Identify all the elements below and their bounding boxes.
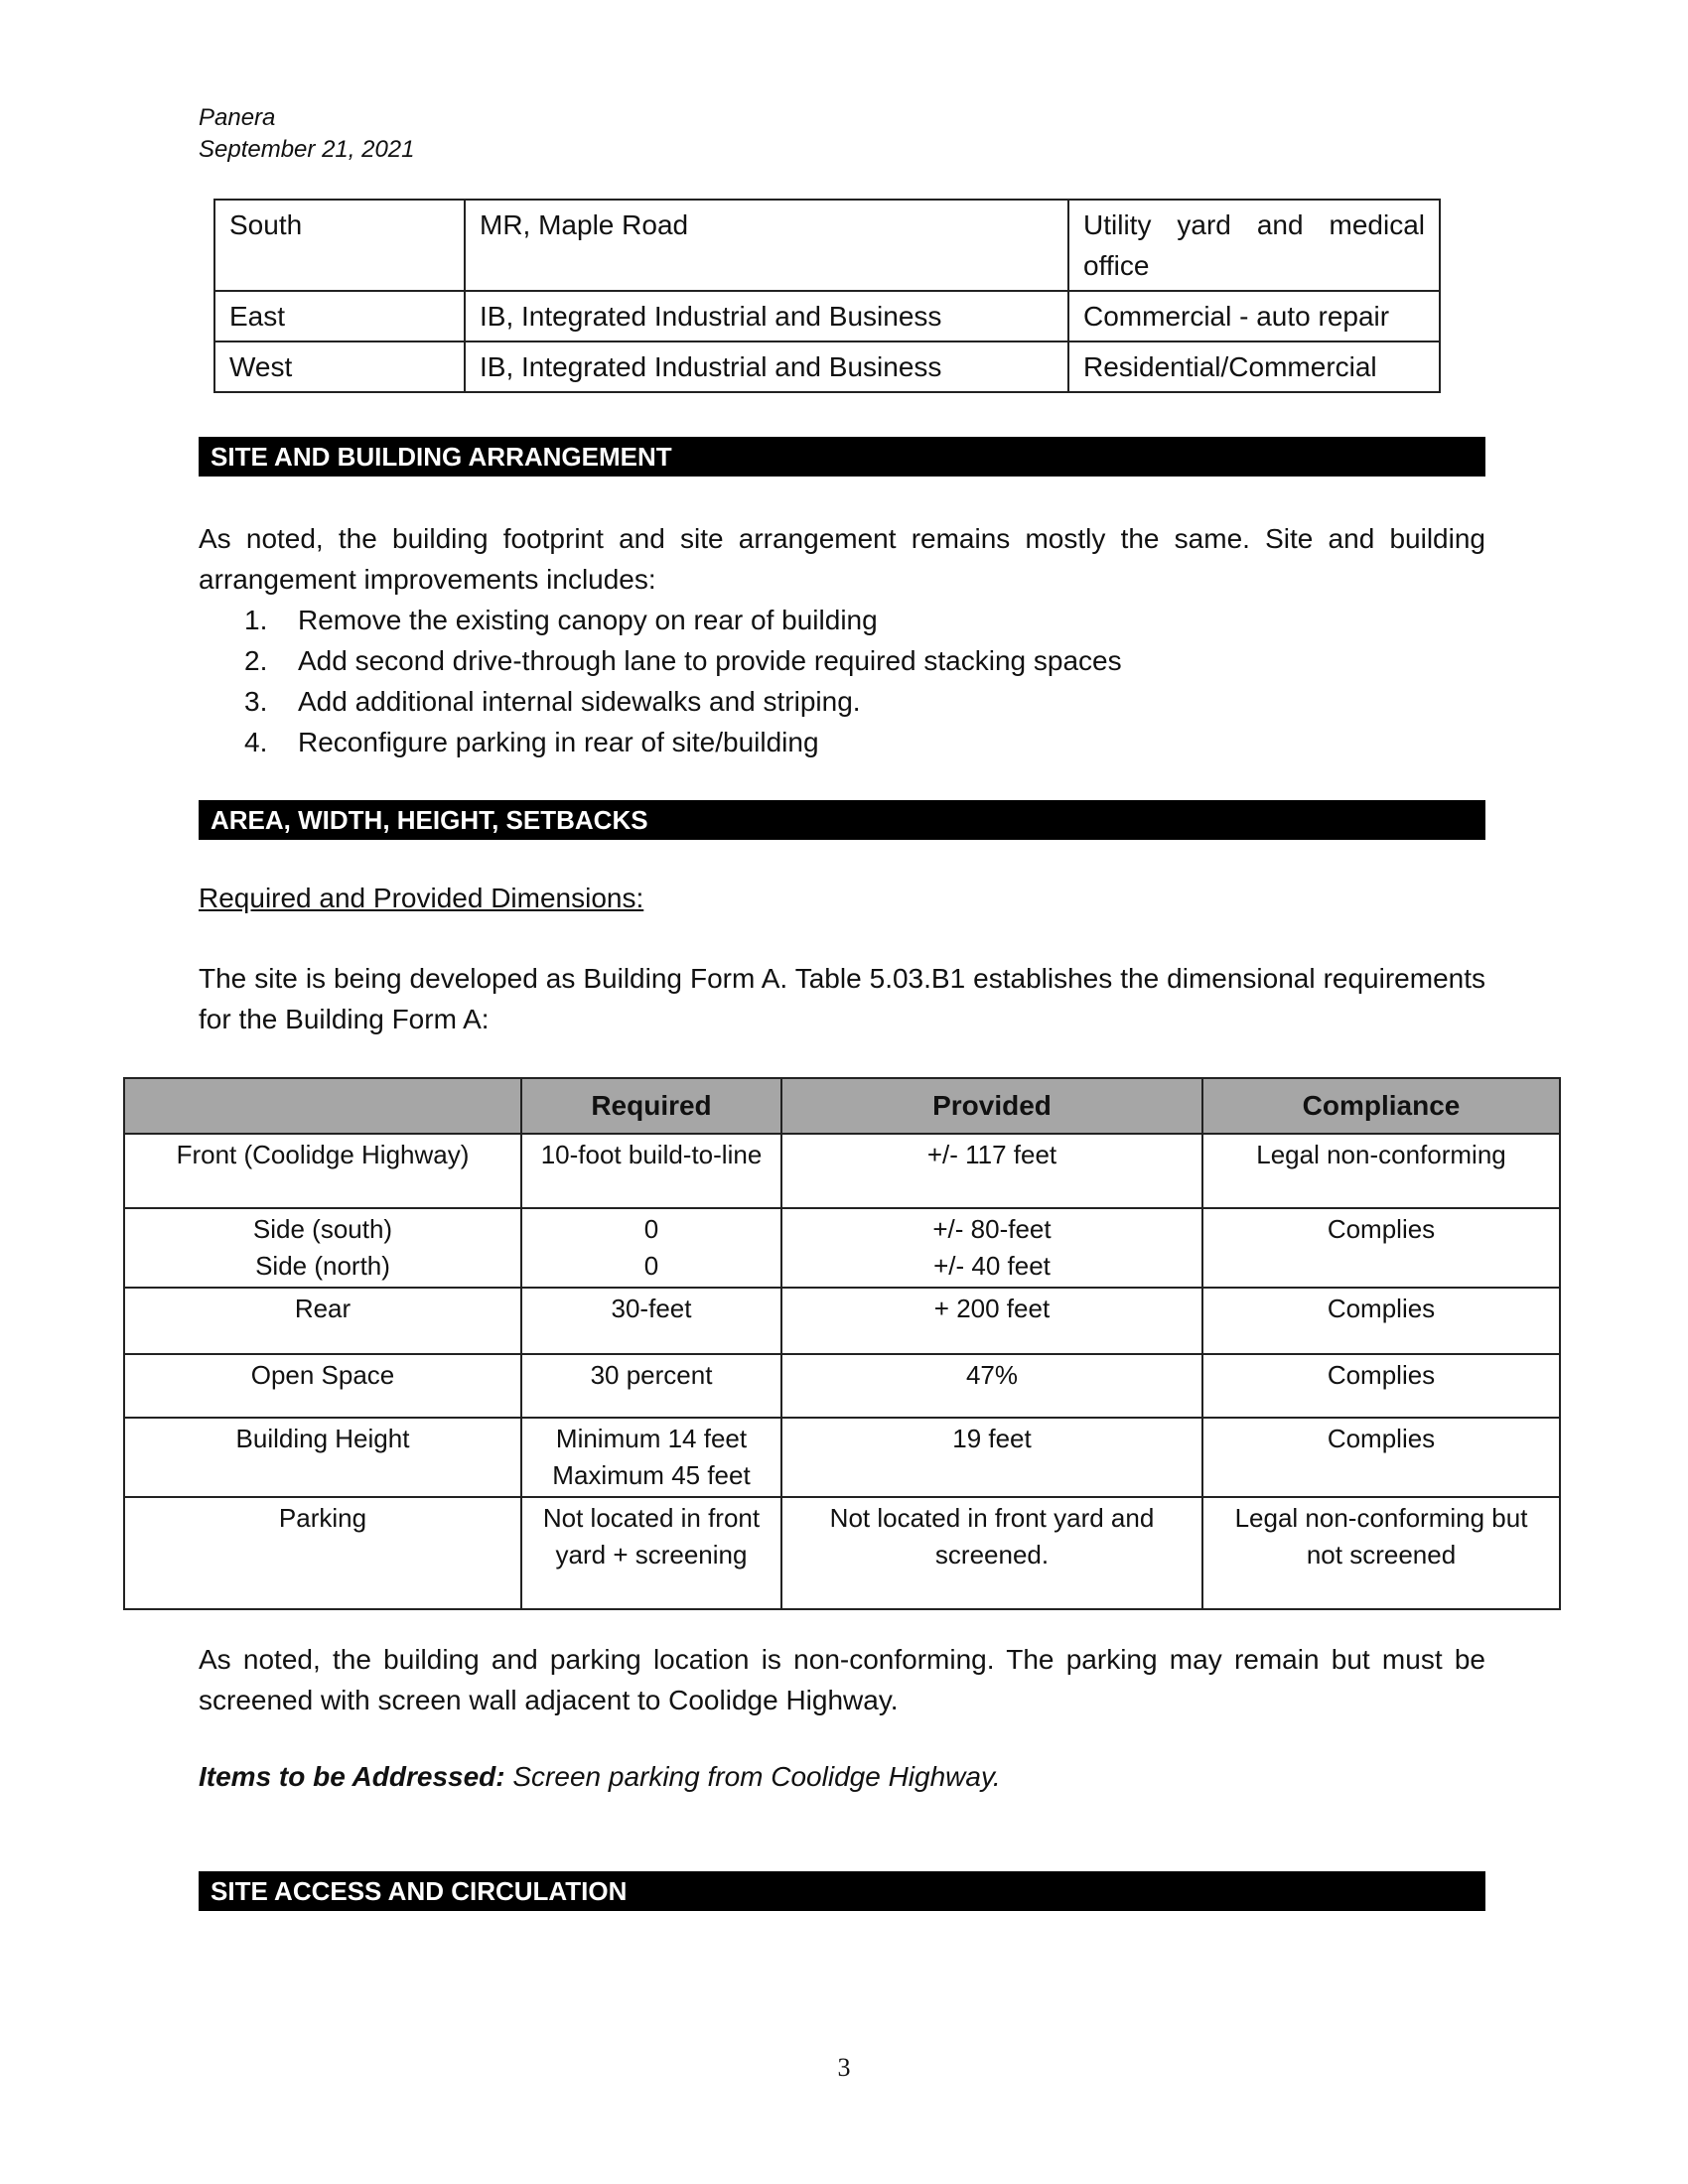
- table-row: [124, 1288, 1560, 1354]
- table-cell-compliance: Legal non-conforming but not screened: [1202, 1497, 1560, 1609]
- table-cell-required: 10-foot build-to-line: [521, 1134, 781, 1208]
- table-cell-provided: 19 feet: [781, 1418, 1202, 1497]
- header-title: Panera: [199, 104, 276, 131]
- zoning-use-cell: Commercial - auto repair: [1068, 291, 1440, 341]
- list-item-number: 3.: [244, 686, 268, 717]
- items-to-address: [199, 1756, 1485, 1797]
- improvements-list: [244, 600, 1122, 762]
- list-item-text: Add second drive-through lane to provide required stacking spaces: [298, 645, 1122, 676]
- list-item-text: Add additional internal sidewalks and striping.: [298, 686, 861, 717]
- table-cell-required: Not located in front yard + screening: [521, 1497, 781, 1609]
- table-cell-required: 0 0: [521, 1208, 781, 1288]
- table-cell-provided: Not located in front yard and screened.: [781, 1497, 1202, 1609]
- items-label: Items to be Addressed:: [199, 1761, 505, 1792]
- zoning-direction-cell: West: [214, 341, 465, 392]
- table-cell-required: Minimum 14 feet Maximum 45 feet: [521, 1418, 781, 1497]
- list-item-text: Remove the existing canopy on rear of building: [298, 605, 878, 635]
- table-cell-required: 30-feet: [521, 1288, 781, 1354]
- zoning-direction-cell: East: [214, 291, 465, 341]
- table-cell-provided: + 200 feet: [781, 1288, 1202, 1354]
- table-cell-compliance: Legal non-conforming: [1202, 1134, 1560, 1208]
- table-cell-item: Building Height: [124, 1418, 521, 1497]
- list-item: [244, 640, 1122, 681]
- zoning-row: [214, 200, 1440, 291]
- site-building-intro: As noted, the building footprint and site arrangement remains mostly the same. Site and building arrangement improvements includes:: [199, 523, 1485, 595]
- zoning-direction-cell: South: [214, 200, 465, 291]
- table-cell-required: 30 percent: [521, 1354, 781, 1418]
- page-header: [199, 102, 415, 166]
- section-heading-area: AREA, WIDTH, HEIGHT, SETBACKS: [199, 800, 1485, 840]
- table-cell-provided: +/- 117 feet: [781, 1134, 1202, 1208]
- column-header: [124, 1078, 521, 1134]
- table-cell-provided: 47%: [781, 1354, 1202, 1418]
- zoning-row: [214, 291, 1440, 341]
- list-item-text: Reconfigure parking in rear of site/building: [298, 727, 819, 757]
- list-item: [244, 722, 1122, 762]
- table-cell-item: Open Space: [124, 1354, 521, 1418]
- header-date: September 21, 2021: [199, 136, 415, 163]
- column-header: Provided: [781, 1078, 1202, 1134]
- items-text: Screen parking from Coolidge Highway.: [504, 1761, 1001, 1792]
- list-item-number: 4.: [244, 727, 268, 757]
- adjacent-zoning-table: [213, 199, 1441, 393]
- page-number: 3: [837, 2053, 851, 2082]
- table-cell-compliance: Complies: [1202, 1288, 1560, 1354]
- column-header: Required: [521, 1078, 781, 1134]
- table-cell-compliance: Complies: [1202, 1208, 1560, 1288]
- zoning-district-cell: MR, Maple Road: [465, 200, 1068, 291]
- dimensions-table: [123, 1077, 1561, 1610]
- table-cell-item: Parking: [124, 1497, 521, 1609]
- table-cell-compliance: Complies: [1202, 1418, 1560, 1497]
- table-row: [124, 1497, 1560, 1609]
- dimensions-subheading: Required and Provided Dimensions:: [199, 883, 644, 913]
- list-item-number: 1.: [244, 605, 268, 635]
- area-intro: The site is being developed as Building Form A. Table 5.03.B1 establishes the dimensional requirements for the Building Form A:: [199, 963, 1485, 1034]
- section-heading-access: SITE ACCESS AND CIRCULATION: [199, 1871, 1485, 1911]
- list-item: [244, 681, 1122, 722]
- table-row: [124, 1418, 1560, 1497]
- zoning-use-cell: Utility yard and medical office: [1068, 200, 1440, 291]
- list-item: [244, 600, 1122, 640]
- zoning-district-cell: IB, Integrated Industrial and Business: [465, 341, 1068, 392]
- table-row: [124, 1134, 1560, 1208]
- table-cell-item: Front (Coolidge Highway): [124, 1134, 521, 1208]
- table-cell-compliance: Complies: [1202, 1354, 1560, 1418]
- zoning-row: [214, 341, 1440, 392]
- table-row: [124, 1354, 1560, 1418]
- table-cell-item: Side (south) Side (north): [124, 1208, 521, 1288]
- section-heading-site-building: SITE AND BUILDING ARRANGEMENT: [199, 437, 1485, 477]
- table-row: [124, 1208, 1560, 1288]
- table-cell-provided: +/- 80-feet +/- 40 feet: [781, 1208, 1202, 1288]
- column-header: Compliance: [1202, 1078, 1560, 1134]
- list-item-number: 2.: [244, 645, 268, 676]
- nonconforming-note: As noted, the building and parking location is non-conforming. The parking may remain but must be screened with screen wall adjacent to Coolidge Highway.: [199, 1644, 1485, 1715]
- table-cell-item: Rear: [124, 1288, 521, 1354]
- zoning-use-cell: Residential/Commercial: [1068, 341, 1440, 392]
- zoning-district-cell: IB, Integrated Industrial and Business: [465, 291, 1068, 341]
